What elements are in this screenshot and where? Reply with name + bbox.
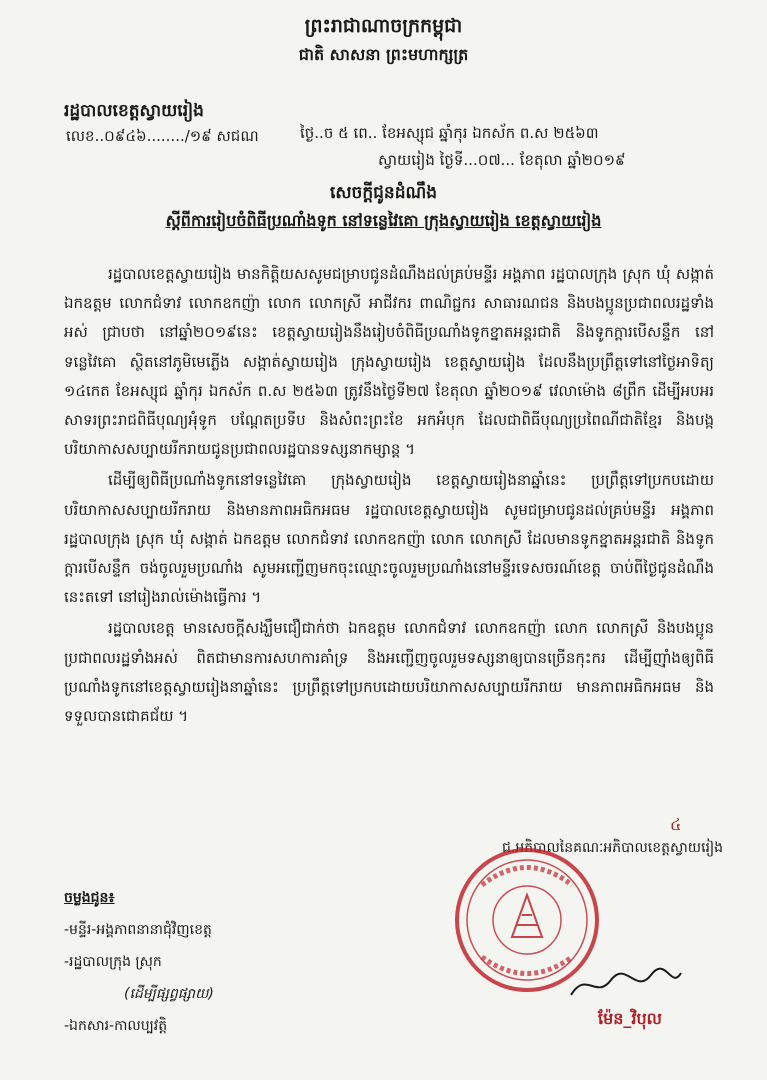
distribution-item: -មន្ទីរ-អង្គភាពនានាជុំវិញខេត្ត bbox=[64, 922, 212, 938]
signer-title: ជ.អភិបាលនៃគណៈអភិបាលខេត្តស្វាយរៀង bbox=[502, 840, 724, 856]
distribution-list bbox=[64, 882, 214, 1042]
national-motto: ជាតិ សាសនា ព្រះមហាក្សត្រ bbox=[298, 45, 469, 64]
distribution-note: (ដើម្បីផ្សព្វផ្សាយ) bbox=[124, 986, 214, 1002]
signer-name: ម៉ែន_វិបុល bbox=[598, 1009, 662, 1028]
document-title: សេចក្ដីជូនដំណឹង bbox=[329, 183, 438, 203]
body-paragraph: រដ្ឋបាលខេត្តស្វាយរៀង មានកិត្តិយសសូមជម្រាបជូនដំណឹងដល់គ្រប់មន្ទីរ អង្គភាព រដ្ឋបាលក្រុង ស្រុក ឃុំ សង្កាត់ ឯកឧត្តម លោកជំទាវ លោកឧកញ៉ា លោក លោកស្រី អាជីវករ ពាណិជ្ជករ សាធារណជន និងបងប្អូនប្រជាពលរដ្ឋទាំងអស់ ជ្រាបថា នៅឆ្នាំ២០១៩នេះ ខេត្តស្វាយរៀងនឹងរៀបចំពិធីប្រណាំងទូកខ្នាតអន្តរជាតិ និងទូកក្ដារបើសន្ទឹក នៅទន្លេវៃគោ ស្ថិតនៅភូមិមេភ្លើង សង្កាត់ស្វាយរៀង ក្រុងស្វាយរៀង ខេត្តស្វាយរៀង ដែលនឹងប្រព្រឹត្តទៅនៅថ្ងៃអាទិត្យ ១៤កេត ខែអស្សុជ ឆ្នាំកុរ ឯកស័ក ព.ស ២៥៦៣ ត្រូវនឹងថ្ងៃទី២៧ ខែតុលា ឆ្នាំ២០១៩ វេលាម៉ោង ៨ព្រឹក ដើម្បីអបអរសាទរព្រះរាជពិធីបុណ្យអុំទូក បណ្ដែតប្រទីប និងសំពះព្រះខែ អកអំបុក ដែលជាពិធីបុណ្យប្រពៃណីជាតិខ្មែរ និងបង្កបរិយាកាសសប្បាយរីករាយជូនប្រជាពលរដ្ឋបានទស្សនាកម្សាន្ត ។ bbox=[64, 265, 714, 459]
reference-number: លេខ..០៩៤៦......../១៩ សជណ bbox=[66, 127, 259, 145]
body-paragraph: ដើម្បីឲ្យពិធីប្រណាំងទូកនៅទន្លេវៃគោ ក្រុងស្វាយរៀង ខេត្តស្វាយរៀងនាឆ្នាំនេះ ប្រព្រឹត្តទៅប្រកបដោយបរិយាកាសសប្បាយរីករាយ និងមានភាពអធិកអធម រដ្ឋបាលខេត្តស្វាយរៀង សូមជម្រាបជូនដល់គ្រប់មន្ទីរ អង្គភាព រដ្ឋបាលក្រុង ស្រុក ឃុំ សង្កាត់ ឯកឧត្តម លោកជំទាវ លោកឧកញ៉ា លោក លោកស្រី ដែលមានទូកខ្នាតអន្តរជាតិ និងទូកក្ដារបើសន្ទឹក ចង់ចូលរួមប្រណាំង សូមអញ្ជើញមកចុះឈ្មោះចូលរួមប្រណាំងនៅមន្ទីរទេសចរណ៍ខេត្ត ចាប់ពីថ្ងៃជូនដំណឹងនេះតទៅ នៅរៀងរាល់ម៉ោងធ្វើការ ។ bbox=[64, 471, 714, 607]
letter-body bbox=[64, 260, 714, 733]
document-subject: ស្ដីពីការរៀបចំពិធីប្រណាំងទូក នៅទន្លេវៃគោ ក្រុងស្វាយរៀង ខេត្តស្វាយរៀង bbox=[165, 211, 602, 230]
distribution-item: -រដ្ឋបាលក្រុង ស្រុក bbox=[64, 954, 162, 970]
paragraph-mark: ៤ bbox=[670, 815, 682, 834]
distribution-item: -ឯកសារ-កាលប្បវត្តិ bbox=[64, 1018, 168, 1034]
body-paragraph: រដ្ឋបាលខេត្ត មានសេចក្ដីសង្ឃឹមជឿជាក់ថា ឯកឧត្តម លោកជំទាវ លោកឧកញ៉ា លោក លោកស្រី និងបងប្អូនប្រជាពលរដ្ឋទាំងអស់ ពិតជាមានការសហការគាំទ្រ និងអញ្ជើញចូលរួមទស្សនាឲ្យបានច្រើនកុះករ ដើម្បីញ៉ាំងឲ្យពិធីប្រណាំងទូកនៅខេត្តស្វាយរៀងនាឆ្នាំនេះ ប្រព្រឹត្តទៅប្រកបដោយបរិយាកាសសប្បាយរីករាយ មានភាពអធិកអធម និងទទួលបានជោគជ័យ ។ bbox=[64, 619, 714, 726]
handwritten-signature bbox=[566, 965, 686, 1005]
lunar-date: ថ្ងៃ..ច ៥ ពេ.. ខែអស្សុជ ឆ្នាំកុរ ឯកស័ក ព.ស ២៥៦៣ bbox=[300, 124, 599, 142]
issuing-authority: រដ្ឋបាលខេត្តស្វាយរៀង bbox=[64, 101, 204, 121]
solar-date: ស្វាយរៀង ថ្ងៃទី...០៧... ខែតុលា ឆ្នាំ២០១៩ bbox=[378, 151, 626, 169]
distribution-heading: ចម្លងជូន៖ bbox=[64, 890, 115, 906]
kingdom-heading: ព្រះរាជាណាចក្រកម្ពុជា bbox=[304, 15, 463, 37]
